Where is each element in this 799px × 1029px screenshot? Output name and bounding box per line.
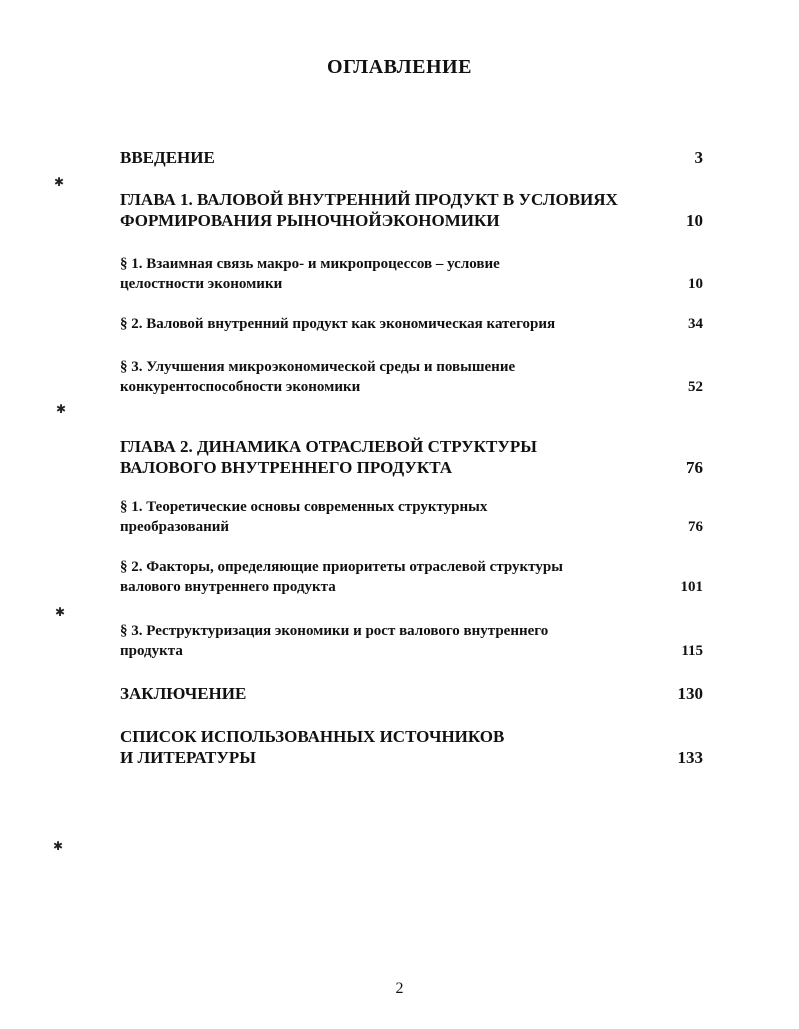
toc-entry-ch1-section-2 [120, 314, 703, 334]
toc-page-number: 10 [686, 211, 703, 230]
toc-entry-ch2-section-3 [120, 621, 703, 661]
toc-page-number: 34 [688, 316, 703, 332]
toc-entry-text: ГЛАВА 2. ДИНАМИКА ОТРАСЛЕВОЙ СТРУКТУРЫ [120, 437, 537, 456]
toc-entry-text: ГЛАВА 1. ВАЛОВОЙ ВНУТРЕННИЙ ПРОДУКТ В УСЛОВИЯХ [120, 190, 618, 209]
toc-entry-text: § 3. Реструктуризация экономики и рост валового внутреннего [120, 623, 549, 639]
toc-page-number: 115 [681, 643, 703, 659]
toc-entry-text: § 1. Взаимная связь макро- и микропроцессов – условие [120, 256, 500, 272]
toc-entry-text: ФОРМИРОВАНИЯ РЫНОЧНОЙЭКОНОМИКИ [120, 211, 500, 230]
toc-entry-introduction [120, 147, 703, 168]
toc-entry-bibliography [120, 726, 703, 768]
scan-speck: ✱ [53, 839, 64, 853]
scan-speck: ✱ [54, 175, 65, 189]
toc-entry-text: продукта [120, 643, 183, 659]
toc-page-number: 130 [677, 684, 703, 703]
toc-entry-text: ВАЛОВОГО ВНУТРЕННЕГО ПРОДУКТА [120, 458, 452, 477]
toc-entry-text: целостности экономики [120, 276, 283, 292]
toc-entry-text: § 2. Факторы, определяющие приоритеты отраслевой структуры [120, 559, 563, 575]
toc-page-number: 133 [677, 748, 703, 767]
toc-page-number: 101 [680, 579, 703, 595]
toc-entry-text: преобразований [120, 519, 230, 535]
scan-speck: ✱ [56, 402, 67, 416]
toc-entry-text: ВВЕДЕНИЕ [120, 148, 215, 167]
toc-page-number: 76 [686, 458, 703, 477]
scan-speck: ✱ [55, 605, 66, 619]
toc-entry-text: § 1. Теоретические основы современных структурных [120, 499, 488, 515]
toc-entry-ch2-section-2 [120, 557, 703, 597]
toc-entry-text: § 2. Валовой внутренний продукт как экономическая категория [120, 316, 556, 332]
toc-page-number: 76 [688, 519, 703, 535]
toc-entry-text: конкурентоспособности экономики [120, 379, 361, 395]
toc-entry-conclusion [120, 683, 703, 704]
toc-page-number: 52 [688, 379, 703, 395]
toc-entry-text: СПИСОК ИСПОЛЬЗОВАННЫХ ИСТОЧНИКОВ [120, 727, 505, 746]
toc-entry-ch1-section-1 [120, 254, 703, 294]
toc-page-number: 3 [694, 148, 703, 167]
toc-entry-text: ЗАКЛЮЧЕНИЕ [120, 684, 247, 703]
toc-entry-ch1-section-3 [120, 357, 703, 397]
toc-entry-text: И ЛИТЕРАТУРЫ [120, 748, 256, 767]
toc-entry-text: § 3. Улучшения микроэкономической среды и повышение [120, 359, 516, 375]
toc-entry-text: валового внутреннего продукта [120, 579, 336, 595]
toc-entry-chapter-1 [120, 189, 703, 231]
page-title: ОГЛАВЛЕНИЕ [327, 56, 472, 78]
toc-entry-ch2-section-1 [120, 497, 703, 537]
toc-entry-chapter-2 [120, 436, 703, 478]
page-number: 2 [395, 980, 404, 997]
toc-page-number: 10 [688, 276, 703, 292]
